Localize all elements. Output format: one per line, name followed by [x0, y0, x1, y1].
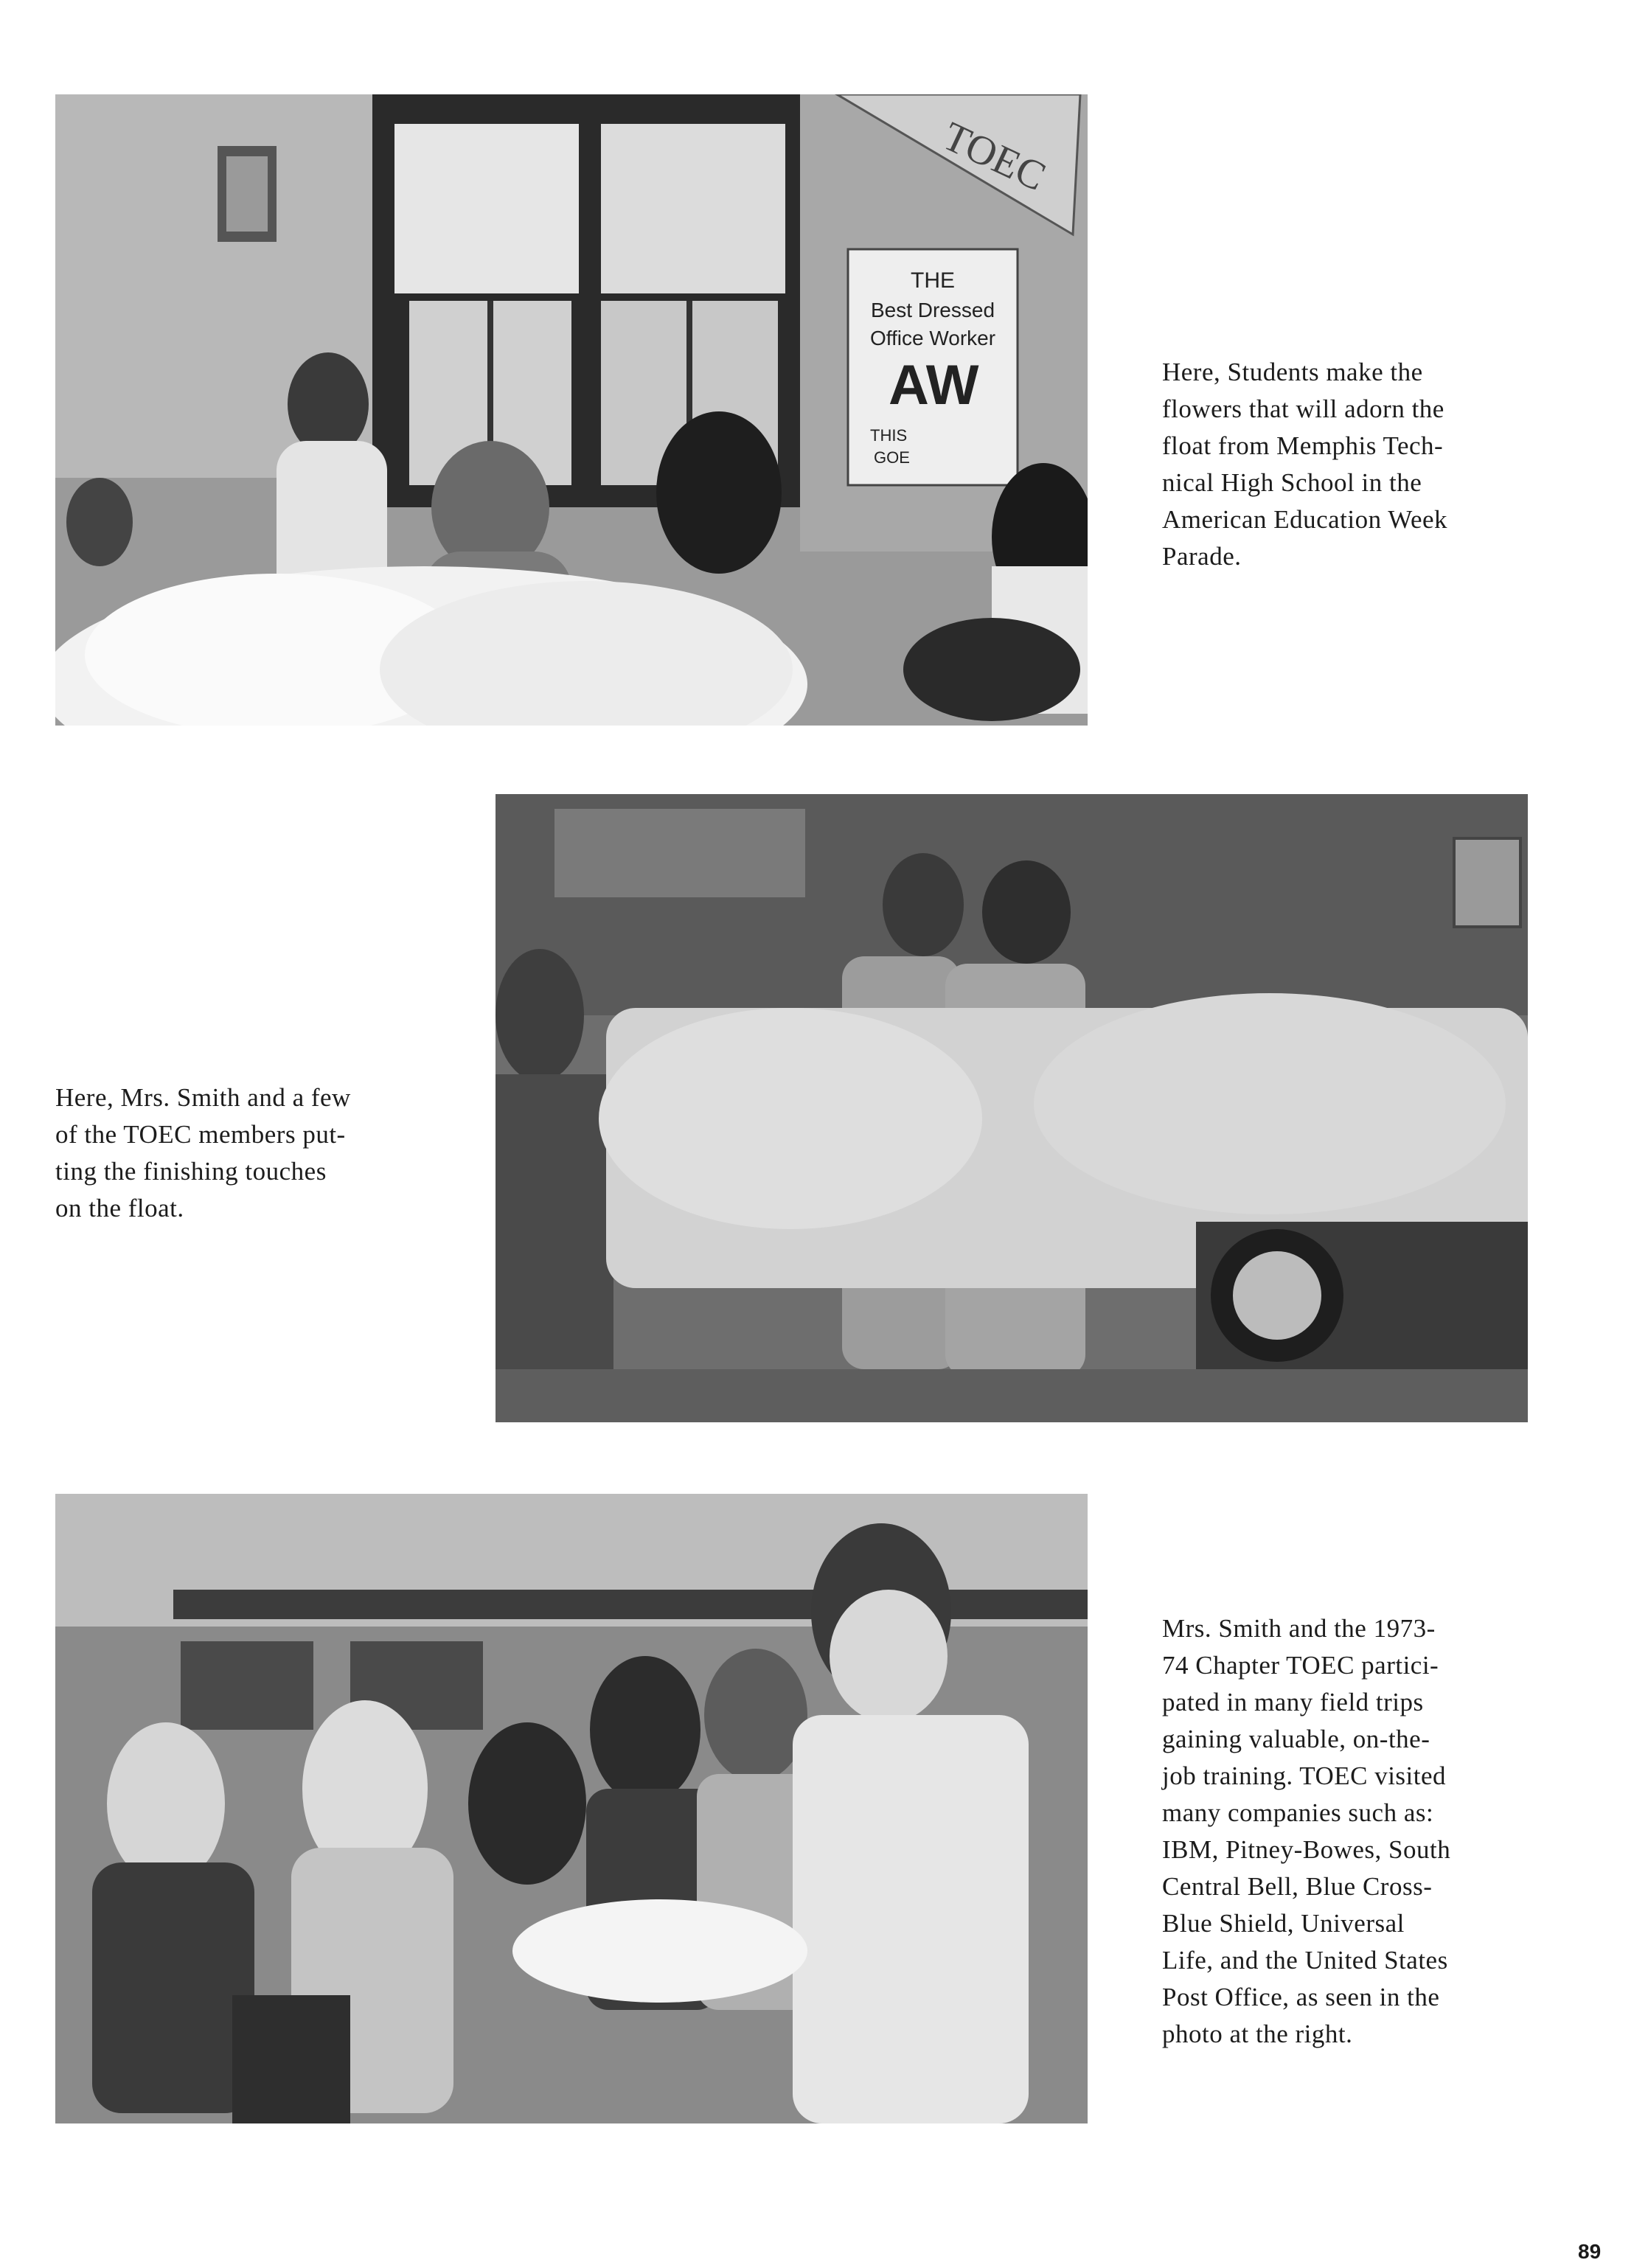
sign-line-5: THIS	[870, 426, 908, 445]
caption-1-line-2: flowers that will adorn the	[1162, 394, 1444, 423]
caption-3-line-12: photo at the right.	[1162, 2020, 1353, 2048]
caption-3-line-4: gaining valuable, on-the-	[1162, 1725, 1430, 1753]
photo-students-making-flowers	[55, 94, 1088, 726]
caption-2-line-1: Here, Mrs. Smith and a few	[55, 1083, 351, 1112]
caption-3-line-11: Post Office, as seen in the	[1162, 1983, 1440, 2011]
caption-3-line-2: 74 Chapter TOEC partici-	[1162, 1651, 1439, 1680]
pennant-text: TOEC	[936, 113, 1053, 201]
caption-2-line-4: on the float.	[55, 1194, 184, 1222]
caption-2-line-3: ting the finishing touches	[55, 1157, 327, 1186]
caption-1-line-1: Here, Students make the	[1162, 358, 1423, 386]
caption-3-line-7: IBM, Pitney-Bowes, South	[1162, 1835, 1451, 1864]
caption-2	[55, 1079, 351, 1227]
caption-1-line-4: nical High School in the	[1162, 468, 1422, 497]
caption-3-line-9: Blue Shield, Universal	[1162, 1909, 1405, 1938]
caption-3-line-1: Mrs. Smith and the 1973-	[1162, 1614, 1436, 1643]
caption-2-line-2: of the TOEC members put-	[55, 1120, 346, 1149]
sign-line-1: THE	[911, 268, 955, 293]
photo-float-finishing-touches	[496, 794, 1528, 1422]
sign-line-4: AW	[889, 354, 979, 417]
caption-3-line-8: Central Bell, Blue Cross-	[1162, 1872, 1433, 1901]
caption-3-line-5: job training. TOEC visited	[1162, 1761, 1447, 1790]
sign-line-3: Office Worker	[869, 327, 996, 349]
photo-field-trip-post-office	[55, 1494, 1088, 2123]
caption-3-line-3: pated in many field trips	[1162, 1688, 1424, 1716]
sign-line-2: Best Dressed	[870, 299, 995, 321]
caption-1-line-6: Parade.	[1162, 542, 1242, 571]
caption-1-line-5: American Education Week	[1162, 505, 1448, 534]
page-number: 89	[1578, 2240, 1602, 2263]
caption-1-line-3: float from Memphis Tech-	[1162, 431, 1444, 460]
sign-line-6: GOE	[874, 448, 910, 467]
caption-3	[1162, 1610, 1450, 2053]
caption-3-line-10: Life, and the United States	[1162, 1946, 1448, 1975]
caption-3-line-6: many companies such as:	[1162, 1798, 1434, 1827]
caption-1	[1162, 354, 1447, 575]
